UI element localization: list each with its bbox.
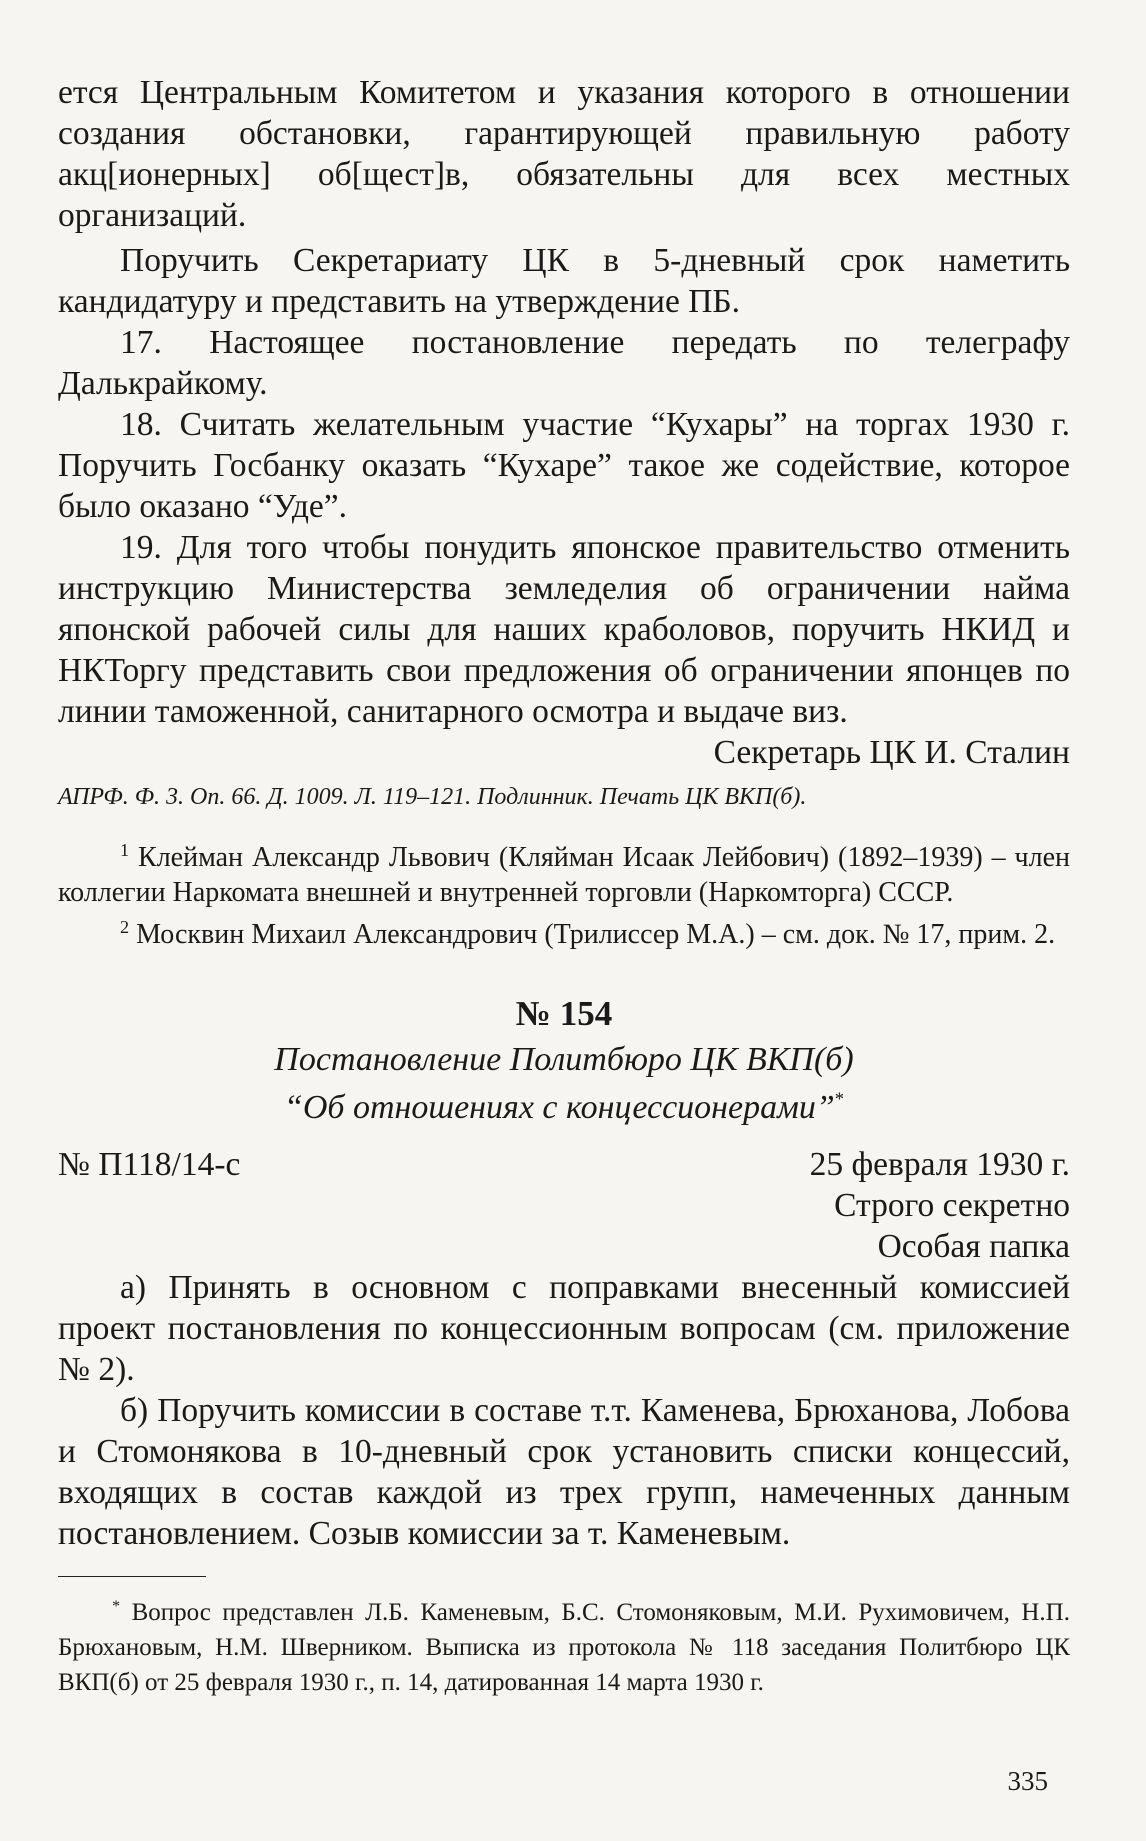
paragraph-secretariat: Поручить Секретариату ЦК в 5-дневный срок наметить кандидатуру и представить на утверждение ПБ. (58, 242, 1070, 320)
paragraph-item-19: 19. Для того чтобы понудить японское правительство отменить инструкцию Министерства земледелия об ограничении найма японской рабочей силы для наших краболовов, поручить НКИД и НКТоргу представить свои предложения об ограничении японцев по линии таможенной, санитарного осмотра и выдаче виз. (58, 529, 1070, 730)
stamp-top-secret: Строго секретно (834, 1187, 1070, 1225)
document-reference: № П118/14-с (58, 1146, 241, 1184)
footnote-1 (58, 833, 1070, 910)
document-title-text: “Об отношениях с концессионерами” (283, 1089, 835, 1127)
document-title-line-2 (58, 1080, 1070, 1128)
paragraph-continuation: ется Центральным Комитетом и указания которого в отношении создания обстановки, гарантирующей правильную работу акц[ионерных] об[щест]в, обязательны для всех местных организаций. (58, 74, 1070, 234)
star-footnote-mark: * (112, 1597, 121, 1616)
footnote-1-text: Клейман Александр Львович (Кляйман Исаак Лейбович) (1892–1939) – член коллегии Наркомата внешней и внутренней торговли (Наркомторга) СССР. (58, 842, 1070, 908)
star-footnote-text: Вопрос представлен Л.Б. Каменевым, Б.С. Стомоняковым, М.И. Рухимовичем, Н.П. Брюхановым, Н.М. Шверником. Выписка из протокола № 118 заседания Политбюро ЦК ВКП(б) от 25 февраля 1930 г., п. 14, датированная 14 марта 1930 г. (58, 1599, 1070, 1697)
document-title-mark: * (834, 1089, 845, 1110)
paragraph-item-17: 17. Настоящее постановление передать по телеграфу Далькрайкому. (58, 324, 1070, 402)
paragraph-point-b: б) Поручить комиссии в составе т.т. Каменева, Брюханова, Лобова и Стомонякова в 10-дневный срок установить списки концессий, входящих в состав каждой из трех групп, намеченных данным постановлением. Созыв комиссии за т. Каменевым. (58, 1392, 1070, 1553)
footnote-2-text: Москвин Михаил Александрович (Трилиссер М.А.) – см. док. № 17, прим. 2. (129, 919, 1056, 950)
paragraph-item-18: 18. Считать желательным участие “Кухары” на торгах 1930 г. Поручить Госбанку оказать “Кухаре” такое же содействие, которое было оказано “Уде”. (58, 406, 1070, 525)
document-number: № 154 (515, 994, 613, 1033)
star-footnote (58, 1589, 1070, 1700)
paragraph-point-a: а) Принять в основном с поправками внесенный комиссией проект постановления по концессионным вопросам (см. приложение № 2). (58, 1269, 1070, 1389)
footnote-2-mark: 2 (120, 917, 130, 937)
footnote-2 (58, 910, 1070, 952)
footnote-separator (58, 1576, 206, 1577)
document-date: 25 февраля 1930 г. (809, 1146, 1070, 1184)
page-number: 335 (1007, 1766, 1048, 1796)
stamp-special-folder: Особая папка (877, 1228, 1070, 1266)
signature-line: Секретарь ЦК И. Сталин (713, 734, 1070, 771)
document-title-line-1: Постановление Политбюро ЦК ВКП(б) (274, 1041, 854, 1078)
footnote-1-mark: 1 (120, 840, 130, 860)
document-dateline (58, 1144, 1070, 1185)
archive-source: АПРФ. Ф. 3. Оп. 66. Д. 1009. Л. 119–121. Подлинник. Печать ЦК ВКП(б). (58, 784, 807, 810)
